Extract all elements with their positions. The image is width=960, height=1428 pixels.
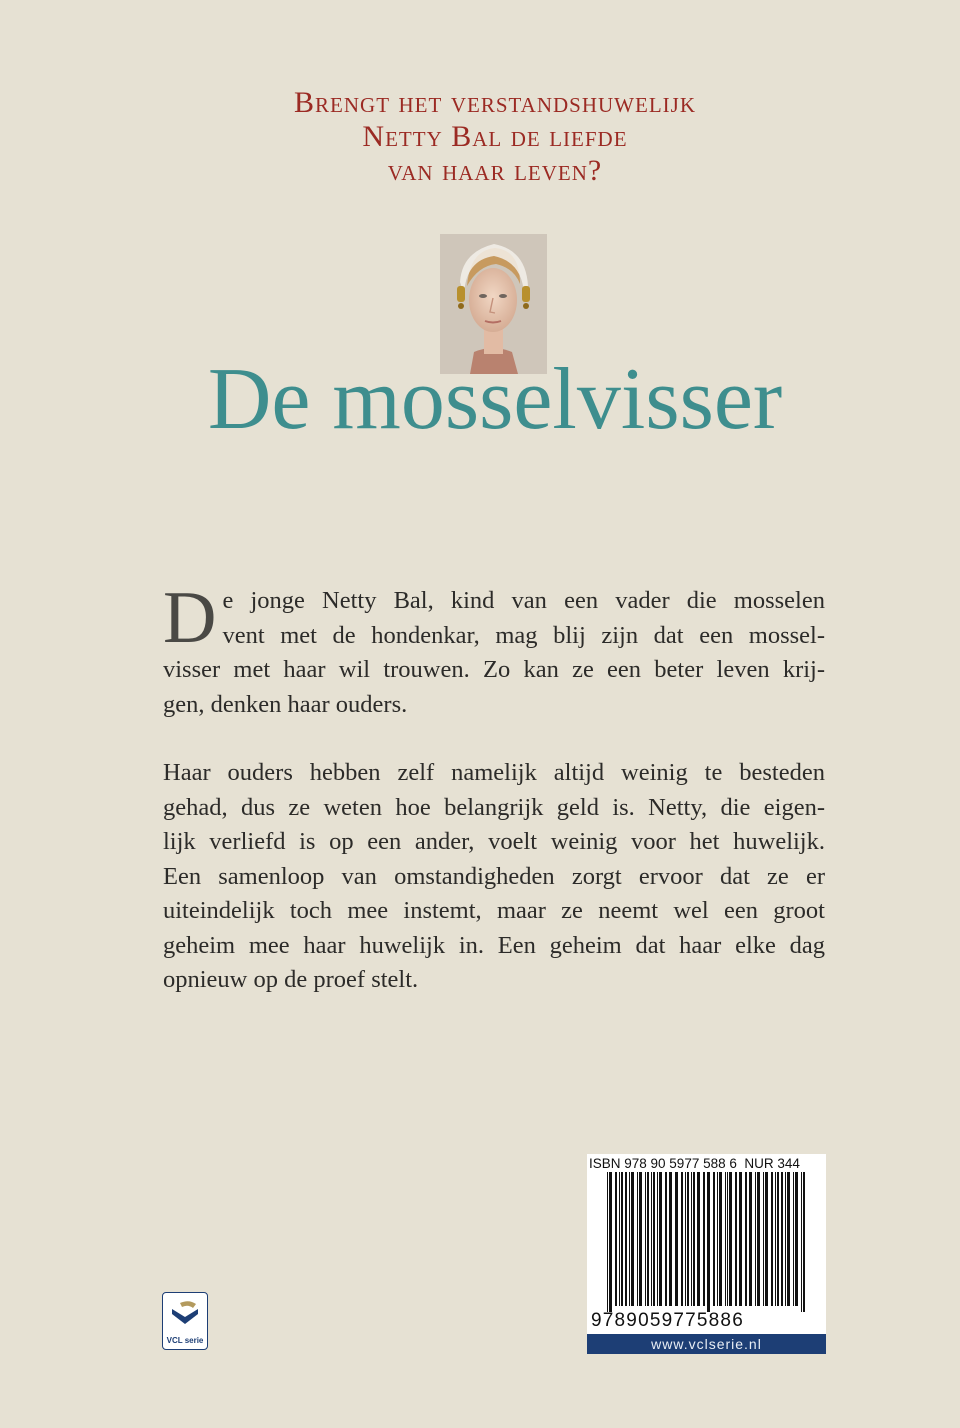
blurb-paragraph-2 [163,756,825,998]
blurb-line: Een samenloop van omstandigheden zorgt ervoor dat ze er [163,862,825,890]
blurb-line: opnieuw op de proef stelt. [163,966,419,993]
barcode-bar [615,1172,617,1306]
tagline-line-2: Netty Bal de liefde [362,120,628,153]
isbn-number: ISBN 978 90 5977 588 6 [589,1156,737,1171]
blurb-line: e jonge Netty Bal, kind van een vader die mosselen [222,587,825,614]
barcode-bar [625,1172,627,1306]
barcode-bar [739,1172,742,1306]
barcode-bar [697,1172,700,1306]
barcode-bar [793,1172,794,1306]
barcode-bar [755,1172,756,1306]
barcode-bar [749,1172,752,1306]
barcode-bar [795,1172,798,1306]
blurb-line: uiteindelijk toch mee instemt, maar ze neemt wel een groot [163,897,825,924]
barcode-bar [687,1172,689,1306]
blurb-line: Haar ouders hebben zelf namelijk altijd weinig te besteden [163,759,825,786]
barcode-bar [787,1172,790,1306]
blurb-line: geheim mee haar huwelijk in. Een geheim dat haar elke dag [163,931,825,959]
tagline-line-1: Brengt het verstandshuwelijk [294,86,696,119]
publisher-logo [162,1292,208,1350]
barcode-bar [637,1172,638,1306]
barcode-bar [725,1172,726,1306]
barcode-bar [669,1172,672,1306]
barcode-bar [693,1172,695,1306]
barcode-bar [757,1172,760,1306]
barcode-bar [619,1172,620,1306]
blurb-line: lijk verliefd is op een ander, voelt weinig voor het huwelijk. [163,828,825,855]
barcode-bar [801,1172,802,1312]
barcode-bar [771,1172,773,1306]
barcode-bar [745,1172,747,1306]
barcode-bar [645,1172,646,1306]
barcode-bar [717,1172,718,1306]
blurb-line: vent met de hondenkar, mag blij zijn dat een mossel- [222,621,825,649]
barcode-bar [713,1172,715,1306]
drop-cap: D [163,577,217,659]
barcode-bar [707,1172,710,1312]
nur-code: NUR 344 [744,1156,800,1171]
barcode-bar [639,1172,642,1306]
barcode-bar [665,1172,667,1306]
barcode-bar [719,1172,722,1306]
barcode-bar [631,1172,634,1306]
barcode-bar [803,1172,805,1312]
barcode-bar [653,1172,655,1306]
barcode-bar [703,1172,705,1306]
barcode-bars [607,1172,807,1312]
book-title: De mosselvisser [207,351,783,448]
barcode-bar [727,1172,728,1306]
barcode-bar [785,1172,786,1306]
barcode-bar [691,1172,692,1306]
blurb-line: gehad, dus ze weten hoe belangrijk geld is. Netty, die eigen- [163,793,825,821]
blurb-line: gen, denken haar ouders. [163,690,408,718]
barcode-bar [681,1172,683,1306]
publisher-logo-label: VCL serie [166,1336,204,1345]
barcode-digits: 9789059775886 [591,1310,744,1331]
barcode-bar [675,1172,678,1306]
vcl-logo-icon [163,1295,207,1335]
barcode-bar [685,1172,686,1306]
barcode-bar [607,1172,608,1312]
barcode-bar [729,1172,732,1306]
barcode-bar [629,1172,630,1306]
barcode-bar [765,1172,768,1306]
publisher-url: www.vclserie.nl [587,1334,826,1354]
tagline-line-3: van haar leven? [387,154,603,187]
barcode-bar [775,1172,776,1306]
barcode-bar [657,1172,658,1306]
barcode-bar [651,1172,652,1306]
barcode-bar [659,1172,662,1306]
tagline [0,86,960,188]
blurb-line: visser met haar wil trouwen. Zo kan ze een beter leven krij- [163,656,825,683]
barcode-bar [781,1172,783,1306]
barcode-bar [777,1172,779,1306]
barcode-panel [587,1154,826,1354]
barcode-bar [647,1172,649,1306]
barcode-bar [735,1172,737,1306]
blurb-paragraph-1 [163,577,825,722]
barcode-bar [609,1172,612,1312]
barcode-bar [621,1172,623,1306]
barcode-bar [763,1172,764,1306]
isbn-label [589,1156,824,1171]
